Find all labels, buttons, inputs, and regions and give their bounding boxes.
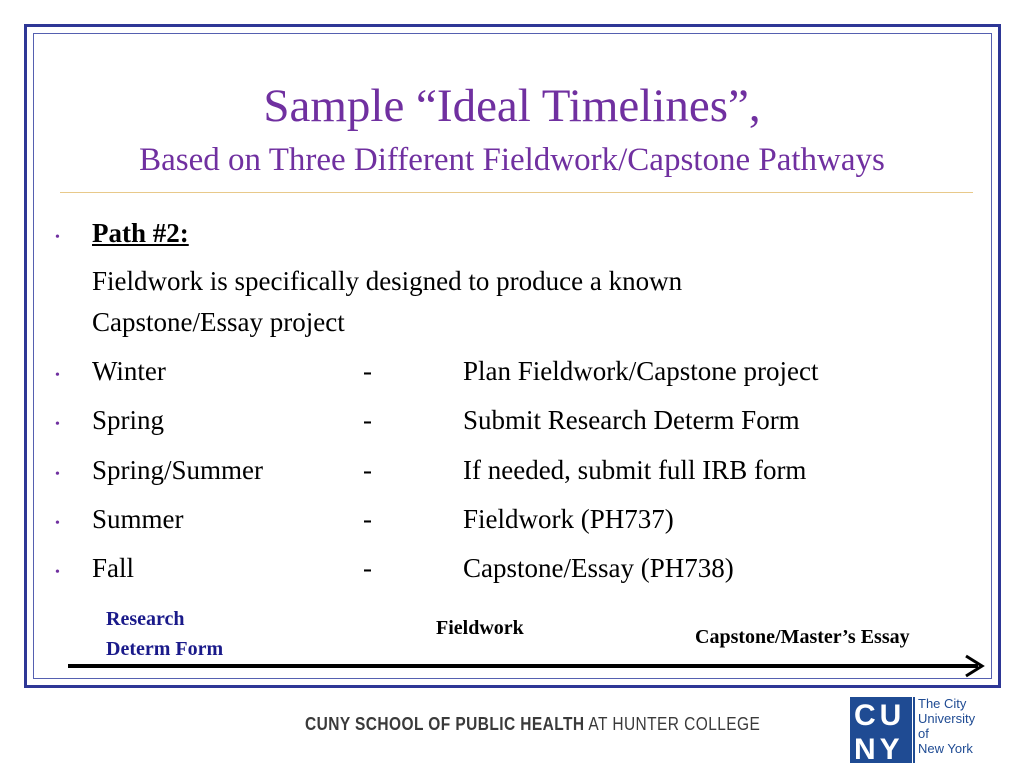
- schedule-dash: -: [363, 455, 372, 485]
- schedule-dash: -: [363, 356, 372, 386]
- cuny-logo-letters: [850, 697, 912, 763]
- timeline-label-capstone: Capstone/Master’s Essay: [695, 626, 910, 648]
- schedule-term: Summer: [92, 504, 184, 534]
- timeline-label-research: Research: [106, 608, 185, 630]
- cuny-logo-name: The City University of New York: [918, 696, 976, 756]
- timeline-label-fieldwork: Fieldwork: [436, 617, 524, 639]
- path-description-line-1: Fieldwork is specifically designed to produce a known: [92, 266, 683, 296]
- schedule-dash: -: [363, 504, 372, 534]
- bullet-icon: •: [55, 565, 60, 580]
- path-heading: Path #2:: [92, 218, 189, 248]
- schedule-term: Spring/Summer: [92, 455, 264, 485]
- timeline-arrow-icon: [68, 654, 988, 678]
- timeline-label-research-line2: Determ Form: [106, 638, 224, 660]
- footer-school-bold: CUNY SCHOOL OF PUBLIC HEALTH: [305, 714, 585, 734]
- path-description-line-2: Capstone/Essay project: [92, 307, 345, 337]
- footer-school-name: [305, 714, 760, 735]
- svg-text:NY: NY: [854, 733, 904, 763]
- slide-subtitle: Based on Three Different Fieldwork/Capstone Pathways: [139, 142, 885, 178]
- schedule-term: Spring: [92, 405, 165, 435]
- schedule-task: Fieldwork (PH737): [463, 504, 674, 534]
- bullet-icon: •: [55, 368, 60, 383]
- schedule-dash: -: [363, 553, 372, 583]
- bullet-icon: •: [55, 417, 60, 432]
- schedule-task: Submit Research Determ Form: [463, 405, 800, 435]
- schedule-task: Plan Fieldwork/Capstone project: [463, 356, 819, 386]
- bullet-icon: •: [55, 516, 60, 531]
- logo-divider: [913, 697, 915, 763]
- schedule-term: Winter: [92, 356, 166, 386]
- slide-title: Sample “Ideal Timelines”,: [263, 80, 761, 132]
- footer-school-rest: AT HUNTER COLLEGE: [584, 714, 761, 734]
- bullet-icon: •: [55, 467, 60, 482]
- cuny-logo-icon: [850, 697, 912, 763]
- schedule-dash: -: [363, 405, 372, 435]
- schedule-task: Capstone/Essay (PH738): [463, 553, 734, 583]
- bullet-icon: •: [55, 230, 60, 245]
- schedule-task: If needed, submit full IRB form: [463, 455, 807, 485]
- svg-text:CU: CU: [854, 699, 906, 732]
- schedule-term: Fall: [92, 553, 135, 583]
- title-divider: [60, 192, 973, 193]
